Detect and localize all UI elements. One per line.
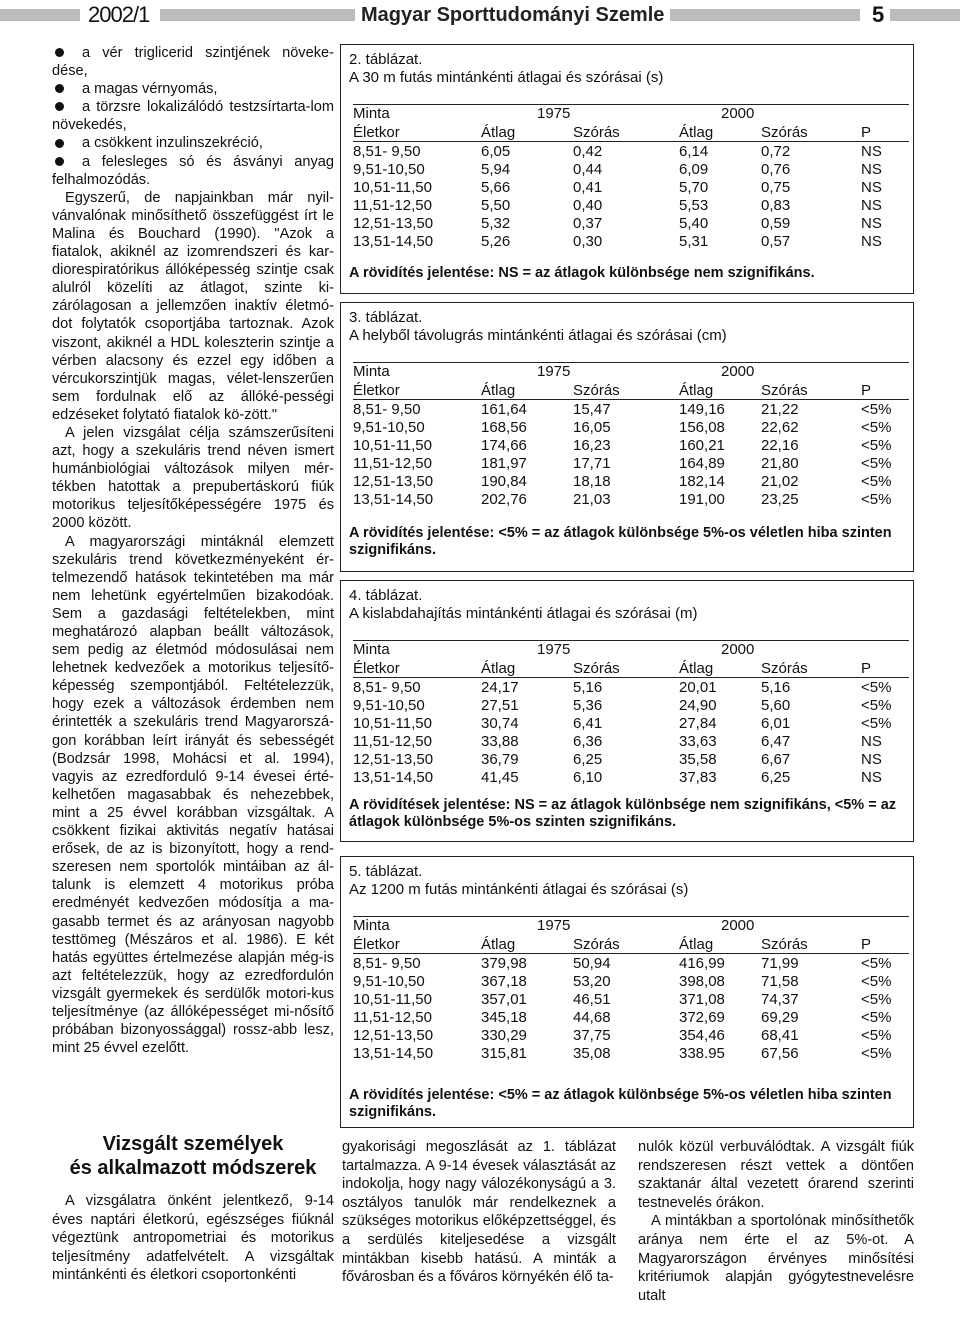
table-rule-header (353, 953, 909, 954)
table-cell: 37,75 (573, 1027, 611, 1044)
table-header-year: 2000 (721, 363, 755, 380)
table-cell: 24,17 (481, 679, 519, 696)
table-column-header: Életkor (353, 660, 400, 677)
table-cell: NS (861, 769, 882, 786)
table-cell: 398,08 (679, 973, 725, 990)
table-header-year: 1975 (537, 105, 571, 122)
table-cell: 5,60 (761, 697, 791, 714)
table-cell: 8,51- 9,50 (353, 143, 421, 160)
table-cell: 6,67 (761, 751, 791, 768)
table-cell: 46,51 (573, 991, 611, 1008)
table-cell: 36,79 (481, 751, 519, 768)
table-title: A kislabdahajítás mintánkénti átlagai és szórásai (m) (349, 605, 698, 622)
bullet-icon (55, 102, 64, 111)
table-cell: 41,45 (481, 769, 519, 786)
table-cell: 0,30 (573, 233, 603, 250)
table-column-header: Átlag (679, 382, 714, 399)
table-cell: 5,32 (481, 215, 511, 232)
table-column-header: Átlag (679, 124, 714, 141)
left-column (52, 44, 334, 1057)
table-cell: 371,08 (679, 991, 725, 1008)
table-column-header: P (861, 382, 872, 399)
table-cell: 35,58 (679, 751, 717, 768)
table-cell: 6,25 (761, 769, 791, 786)
table-cell: 6,01 (761, 715, 791, 732)
table-title: A 30 m futás mintánkénti átlagai és szórásai (s) (349, 69, 664, 86)
table-cell: 0,75 (761, 179, 791, 196)
table-cell: 0,42 (573, 143, 603, 160)
table-note: A rövidítés jelentése: <5% = az átlagok különbsége 5%-os véletlen hiba szinten szignifikáns. (349, 1087, 892, 1120)
table-cell: 202,76 (481, 491, 527, 508)
table-cell: 10,51-11,50 (353, 991, 432, 1008)
table-cell: 5,26 (481, 233, 511, 250)
table-cell: 6,10 (573, 769, 603, 786)
table-cell: <5% (861, 715, 892, 732)
table-cell: 33,88 (481, 733, 519, 750)
table-column-header: Szórás (761, 382, 808, 399)
table-cell: 53,20 (573, 973, 611, 990)
table-cell: 13,51-14,50 (353, 491, 434, 508)
table-cell: 0,57 (761, 233, 791, 250)
table-cell: 67,56 (761, 1045, 799, 1062)
table-cell: 5,94 (481, 161, 511, 178)
table-cell: <5% (861, 1045, 892, 1062)
table-column-header: Életkor (353, 382, 400, 399)
table-header-year: 1975 (537, 917, 571, 934)
table-cell: NS (861, 197, 882, 214)
table-cell: <5% (861, 697, 892, 714)
table-cell: 71,58 (761, 973, 799, 990)
table-header-minta: Minta (353, 641, 390, 658)
table-cell: NS (861, 233, 882, 250)
table-cell: 181,97 (481, 455, 527, 472)
table-cell: 12,51-13,50 (353, 1027, 434, 1044)
table-cell: 367,18 (481, 973, 527, 990)
body-paragraph: A jelen vizsgálat célja számszerűsíteni azt, hogy a szekuláris trend néven ismert humánbiológiai változások milyen mér-tékben hatottak a prepubertáskorú fiúk motorikus teljesítőképességére 1975 és 2000 között. (52, 424, 334, 532)
table-cell: 9,51-10,50 (353, 973, 425, 990)
bullet-icon (55, 48, 64, 57)
table-cell: 13,51-14,50 (353, 233, 434, 250)
table-cell: <5% (861, 973, 892, 990)
table-cell: <5% (861, 1009, 892, 1026)
table-cell: 330,29 (481, 1027, 527, 1044)
table-cell: 372,69 (679, 1009, 725, 1026)
table-cell: 0,37 (573, 215, 603, 232)
table-cell: 168,56 (481, 419, 527, 436)
table-cell: 6,09 (679, 161, 709, 178)
table-cell: NS (861, 751, 882, 768)
table-cell: 354,46 (679, 1027, 725, 1044)
table-cell: 37,83 (679, 769, 717, 786)
table-header-year: 1975 (537, 641, 571, 658)
table-rule-header (353, 677, 909, 678)
table-cell: 33,63 (679, 733, 717, 750)
table-cell: 8,51- 9,50 (353, 955, 421, 972)
table-cell: 21,80 (761, 455, 799, 472)
table-cell: 174,66 (481, 437, 527, 454)
table-cell: 9,51-10,50 (353, 697, 425, 714)
table-label: 5. táblázat. (349, 863, 423, 880)
table-cell: <5% (861, 401, 892, 418)
table-cell: 5,53 (679, 197, 709, 214)
table-cell: 12,51-13,50 (353, 473, 434, 490)
table-cell: 13,51-14,50 (353, 1045, 434, 1062)
bottom-right-text: nulók közül verbuválódtak. A vizsgált fiúk rendszeresen részt vettek a döntően szaktanár által vezetett órarend szerinti testnevelés órákon. A mintákban a sportolónak minősíthetők aránya nem érte el az 5%-ot. A Magyarországon érvényes minősítési kritériumok alapján gyógytestnevelésre utalt (638, 1139, 914, 1304)
table-header-minta: Minta (353, 917, 390, 934)
table-rule-top (353, 104, 909, 105)
table-cell: 164,89 (679, 455, 725, 472)
table-cell: 6,05 (481, 143, 511, 160)
table-rule-top (353, 362, 909, 363)
table-cell: <5% (861, 955, 892, 972)
table-cell: <5% (861, 491, 892, 508)
table-cell: 10,51-11,50 (353, 179, 432, 196)
table-cell: 8,51- 9,50 (353, 401, 421, 418)
table-header-year: 1975 (537, 363, 571, 380)
table-cell: 35,08 (573, 1045, 611, 1062)
table-cell: 44,68 (573, 1009, 611, 1026)
table-cell: 5,70 (679, 179, 709, 196)
table-column-header: Szórás (573, 660, 620, 677)
table-column-header: Átlag (679, 936, 714, 953)
table-cell: 18,18 (573, 473, 611, 490)
table-cell: 6,41 (573, 715, 603, 732)
table-cell: 345,18 (481, 1009, 527, 1026)
table-cell: 0,59 (761, 215, 791, 232)
table-cell: 11,51-12,50 (353, 733, 432, 750)
bullet-icon (55, 84, 64, 93)
table-header-year: 2000 (721, 641, 755, 658)
table-cell: NS (861, 215, 882, 232)
table-cell: 0,72 (761, 143, 791, 160)
table-cell: 27,84 (679, 715, 717, 732)
table-cell: 190,84 (481, 473, 527, 490)
table-cell: 156,08 (679, 419, 725, 436)
table-cell: 16,23 (573, 437, 611, 454)
body-paragraph: A magyarországi mintáknál elemzett szekuláris trend következményeként ér-telmezendő hatások tekintetében ma már nem lehetünk egyértelműen bizakodóak. Sem a gazdasági feltételekben, mint meghatározó alapban beállt változások, sem pedig az életmód módosulásai nem lehetnek kedvezőek a motorikus teljesítő-képesség szempontjából. Feltételezzük, hogy ezek a változások érdemben nem érintették a szekuláris trend Magyarorszá-gon korábban leírt irányát és sebességét (Bodzsár 1998, Mohácsi et al. 1994), vagyis az ezredforduló 9-14 évesei érté-kelhetően magasabbak és nehezebbek, mint a 25 évvel korábban vizsgáltak. A csökkent fizikai aktivitás negatív hatásai erősek, de az is bizonyított, hogy a rend-szeresen nem sportolók mintáiban az ál-talunk is elemzett 4 motorikus próba eredményét kedvezően módosítja a ma-gasabb termet és az arányosan nagyobb testtömeg (Mészáros et al. 1986). E két hatás együttes értelmezése alapján még-is azt feltételezzük, hogy az ezredfordulón vizsgált gyermekek és serdülők motori-kus teljesítménye (az állóképességet mi-nősítő próbában bizonyossággal) rossz-abb lesz, mint 25 évvel ezelőtt. (52, 533, 334, 1057)
table-cell: 21,22 (761, 401, 799, 418)
table-label: 2. táblázat. (349, 51, 423, 68)
table-cell: 11,51-12,50 (353, 197, 432, 214)
table-cell: 12,51-13,50 (353, 215, 434, 232)
table-cell: <5% (861, 1027, 892, 1044)
table-cell: 5,36 (573, 697, 603, 714)
table-cell: 16,05 (573, 419, 611, 436)
table-cell: 5,16 (761, 679, 791, 696)
table-cell: 160,21 (679, 437, 725, 454)
table-cell: NS (861, 733, 882, 750)
table-cell: 0,76 (761, 161, 791, 178)
table-cell: 416,99 (679, 955, 725, 972)
table-header-minta: Minta (353, 363, 390, 380)
table-header-year: 2000 (721, 105, 755, 122)
table-cell: <5% (861, 437, 892, 454)
table-cell: 23,25 (761, 491, 799, 508)
table-column-header: Szórás (761, 660, 808, 677)
table-cell: 338.95 (679, 1045, 725, 1062)
bullet-item: a vér triglicerid szintjének növeke-dése, (52, 45, 334, 80)
table-rule-top (353, 640, 909, 641)
table-cell: NS (861, 161, 882, 178)
table-title: Az 1200 m futás mintánkénti átlagai és szórásai (s) (349, 881, 689, 898)
bullet-item: a magas vérnyomás, (52, 80, 334, 98)
table-header-year: 2000 (721, 917, 755, 934)
table-cell: NS (861, 179, 882, 196)
table-cell: 5,40 (679, 215, 709, 232)
table-cell: 17,71 (573, 455, 611, 472)
table-cell: 149,16 (679, 401, 725, 418)
table-cell: 11,51-12,50 (353, 1009, 432, 1026)
table-cell: 5,31 (679, 233, 709, 250)
table-cell: 5,66 (481, 179, 511, 196)
table-cell: 9,51-10,50 (353, 161, 425, 178)
table-cell: <5% (861, 455, 892, 472)
table-cell: 71,99 (761, 955, 799, 972)
table-column-header: Szórás (573, 124, 620, 141)
table-column-header: Életkor (353, 936, 400, 953)
bullet-item: a felesleges só és ásványi anyag felhalmozódás. (52, 153, 334, 188)
table-cell: 21,02 (761, 473, 799, 490)
table-cell: 20,01 (679, 679, 717, 696)
table-cell: 357,01 (481, 991, 527, 1008)
table-cell: 9,51-10,50 (353, 419, 425, 436)
table-cell: <5% (861, 419, 892, 436)
journal-title: Magyar Sporttudományi Szemle (355, 2, 670, 28)
table-cell: NS (861, 143, 882, 160)
table-column-header: P (861, 936, 872, 953)
table-cell: 6,36 (573, 733, 603, 750)
table-cell: 6,25 (573, 751, 603, 768)
table-cell: 50,94 (573, 955, 611, 972)
table-cell: 315,81 (481, 1045, 527, 1062)
table-cell: 5,50 (481, 197, 511, 214)
table-column-header: Átlag (481, 936, 516, 953)
table-column-header: Életkor (353, 124, 400, 141)
table-cell: 13,51-14,50 (353, 769, 434, 786)
table-column-header: P (861, 124, 872, 141)
table-cell: 22,16 (761, 437, 799, 454)
table-box (340, 856, 914, 1128)
table-cell: 24,90 (679, 697, 717, 714)
methods-paragraph: A vizsgálatra önként jelentkező, 9-14 éves naptári életkorú, egészséges fiúknál végeztünk antropometriai és motorikus teljesítmény adatfelvételt. A vizsgáltak mintánkénti és életkori csoportonkénti (52, 1193, 334, 1284)
table-cell: 0,44 (573, 161, 603, 178)
table-cell: 6,14 (679, 143, 709, 160)
table-title: A helyből távolugrás mintánkénti átlagai és szórásai (cm) (349, 327, 727, 344)
table-cell: 161,64 (481, 401, 527, 418)
table-column-header: Átlag (679, 660, 714, 677)
table-cell: 22,62 (761, 419, 799, 436)
table-cell: 10,51-11,50 (353, 437, 432, 454)
section-heading: Vizsgált személyek és alkalmazott módszerek (69, 1133, 317, 1179)
table-box (340, 580, 914, 842)
table-column-header: Átlag (481, 382, 516, 399)
table-column-header: Szórás (573, 382, 620, 399)
table-cell: 21,03 (573, 491, 611, 508)
page-header (0, 0, 960, 30)
table-box (340, 302, 914, 572)
table-label: 4. táblázat. (349, 587, 423, 604)
bullet-icon (55, 157, 64, 166)
table-note: A rövidítések jelentése: NS = az átlagok különbsége nem szignifikáns, <5% = az átlagok különbsége 5%-os szinten szignifikáns. (349, 797, 897, 830)
table-cell: 379,98 (481, 955, 527, 972)
table-rule-header (353, 399, 909, 400)
table-header-minta: Minta (353, 105, 390, 122)
table-cell: <5% (861, 679, 892, 696)
table-cell: 8,51- 9,50 (353, 679, 421, 696)
table-cell: 12,51-13,50 (353, 751, 434, 768)
table-cell: 6,47 (761, 733, 791, 750)
table-cell: 15,47 (573, 401, 611, 418)
table-rule-top (353, 916, 909, 917)
page-number: 5 (866, 2, 890, 28)
table-box (340, 44, 914, 294)
table-label: 3. táblázat. (349, 309, 423, 326)
table-cell: 30,74 (481, 715, 519, 732)
table-cell: 5,16 (573, 679, 603, 696)
bottom-middle-text: gyakorisági megoszlását az 1. táblázat tartalmazza. A 9-14 évesek választását az indokolja, hogy nagy válozékonyságú a 3. osztályos tanulók már rendelkeznek a szükséges motorikus előképzettséggel, és a serdülés kiteljesedése a vizsgált mintákban kisebb hatású. A minták a fővárosban és a főváros környékén élő ta- (342, 1139, 616, 1286)
table-cell: 182,14 (679, 473, 725, 490)
bullet-item: a törzsre lokalizálódó testzsírtarta-lom növekedés, (52, 99, 334, 134)
table-column-header: Szórás (761, 124, 808, 141)
issue-number: 2002/1 (82, 2, 155, 28)
table-cell: 74,37 (761, 991, 799, 1008)
table-cell: 0,41 (573, 179, 603, 196)
table-cell: 27,51 (481, 697, 519, 714)
bullet-icon (55, 139, 64, 148)
table-column-header: Átlag (481, 660, 516, 677)
table-cell: <5% (861, 473, 892, 490)
header-bar-left (0, 9, 80, 21)
header-bar-right (886, 9, 960, 21)
table-cell: 68,41 (761, 1027, 799, 1044)
table-cell: 191,00 (679, 491, 725, 508)
table-cell: 11,51-12,50 (353, 455, 432, 472)
table-cell: 0,83 (761, 197, 791, 214)
table-cell: <5% (861, 991, 892, 1008)
table-note: A rövidítés jelentése: <5% = az átlagok különbsége 5%-os véletlen hiba szinten szignifikáns. (349, 525, 892, 558)
table-rule-header (353, 141, 909, 142)
table-column-header: Szórás (573, 936, 620, 953)
table-cell: 69,29 (761, 1009, 799, 1026)
table-cell: 10,51-11,50 (353, 715, 432, 732)
table-cell: 0,40 (573, 197, 603, 214)
bullet-item: a csökkent inzulinszekréció, (52, 134, 334, 152)
table-column-header: Átlag (481, 124, 516, 141)
body-paragraph: Egyszerű, de napjainkban már nyil-vánvalónak minősíthető összefüggést írt le Malina és Bouchard (1990). "Azok a fiatalok, akiknél az izomrendszeri és kar-diorespiratórikus állóképesség szintje csak alulról közelíti az átlagot, szinte ki-zárólagosan a jellemzően inaktív életmó-dot folytatók csoportjába tartoznak. Azok viszont, akiknél a HDL koleszterin szintje a vérben alacsony és ezzel egy időben a vércukorszintjük magas, vélet-lenszerűen sem fordulnak elő az állóké-pességi edzéseket folytató fiatalok kö-zött." (52, 189, 334, 423)
table-column-header: P (861, 660, 872, 677)
table-column-header: Szórás (761, 936, 808, 953)
table-note: A rövidítés jelentése: NS = az átlagok különbsége nem szignifikáns. (349, 265, 815, 281)
